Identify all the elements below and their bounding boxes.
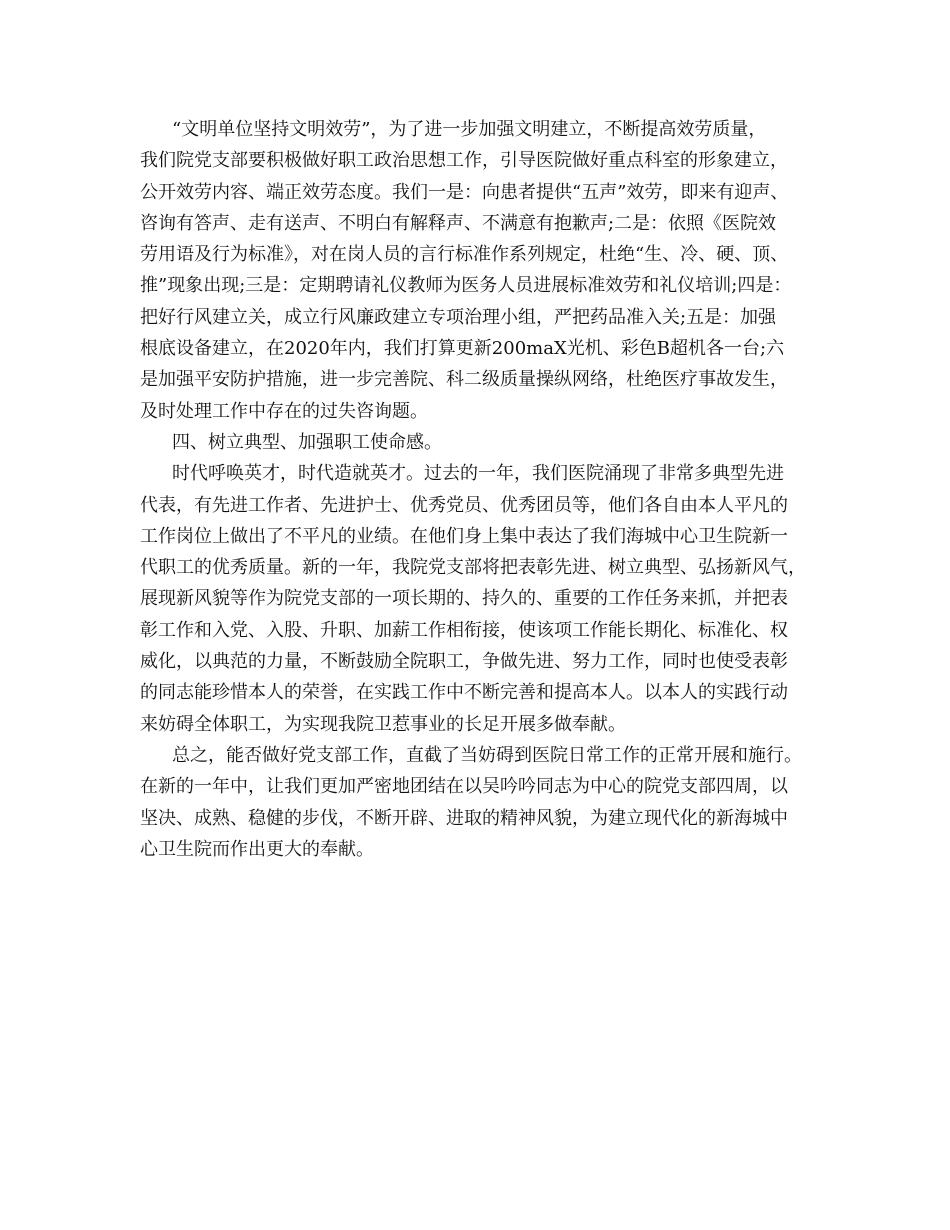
paragraph-line: 推”现象出现;三是：定期聘请礼仪教师为医务人员进展标准效劳和礼仪培训;四是： [140,275,792,297]
paragraph-line: 在新的一年中，让我们更加严密地团结在以吴吟吟同志为中心的院党支部四周，以 [140,776,788,798]
paragraph-line: 展现新风貌等作为院党支部的一项长期的、持久的、重要的工作任务来抓，并把表 [140,588,788,610]
paragraph-line: 工作岗位上做出了不平凡的业绩。在他们身上集中表达了我们海城中心卫生院新一 [140,525,788,547]
section-heading: 四、树立典型、加强职工使命感。 [172,431,442,453]
paragraph-line: 彰工作和入党、入股、升职、加薪工作相衔接，使该项工作能长期化、标准化、权 [140,619,788,641]
paragraph-line: 代职工的优秀质量。新的一年，我院党支部将把表彰先进、树立典型、弘扬新风气， [140,557,806,579]
paragraph-line: 威化，以典范的力量，不断鼓励全院职工，争做先进、努力工作，同时也使受表彰 [140,651,788,673]
paragraph-line: 的同志能珍惜本人的荣誉，在实践工作中不断完善和提高本人。以本人的实践行动 [140,682,788,704]
paragraph-line: 我们院党支部要积极做好职工政治思想工作，引导医院做好重点科室的形象建立， [140,150,788,172]
paragraph-line: 劳用语及行为标准》，对在岗人员的言行标准作系列规定，杜绝“生、冷、硬、顶、 [140,244,789,266]
paragraph-line: 时代呼唤英才，时代造就英才。过去的一年，我们医院涌现了非常多典型先进 [172,463,784,485]
paragraph-line: 咨询有答声、走有送声、不明白有解释声、不满意有抱歉声;二是：依照《医院效 [140,212,777,234]
paragraph-line: 公开效劳内容、端正效劳态度。我们一是：向患者提供“五声”效劳，即来有迎声、 [140,181,789,203]
paragraph-line: 是加强平安防护措施，进一步完善院、科二级质量操纵网络，杜绝医疗事故发生， [140,369,788,391]
paragraph-line: 总之，能否做好党支部工作，直截了当妨碍到医院日常工作的正常开展和施行。 [172,744,802,766]
paragraph-line: 及时处理工作中存在的过失咨询题。 [140,400,428,422]
document-body [140,114,820,865]
paragraph-line: 来妨碍全体职工，为实现我院卫惹事业的长足开展多做奉献。 [140,713,626,735]
paragraph-line: 根底设备建立，在2020年内，我们打算更新200maX光机、彩色B超机各一台;六 [140,338,785,360]
paragraph-line: 坚决、成熟、稳健的步伐，不断开辟、进取的精神风貌，为建立现代化的新海城中 [140,807,788,829]
paragraph-line: 心卫生院而作出更大的奉献。 [140,838,374,860]
paragraph-line: 把好行风建立关，成立行风廉政建立专项治理小组，严把药品准入关;五是：加强 [140,306,777,328]
paragraph-line: “文明单位坚持文明效劳”，为了进一步加强文明建立，不断提高效劳质量， [172,119,767,140]
paragraph-line: 代表，有先进工作者、先进护士、优秀党员、优秀团员等，他们各自由本人平凡的 [140,494,788,516]
